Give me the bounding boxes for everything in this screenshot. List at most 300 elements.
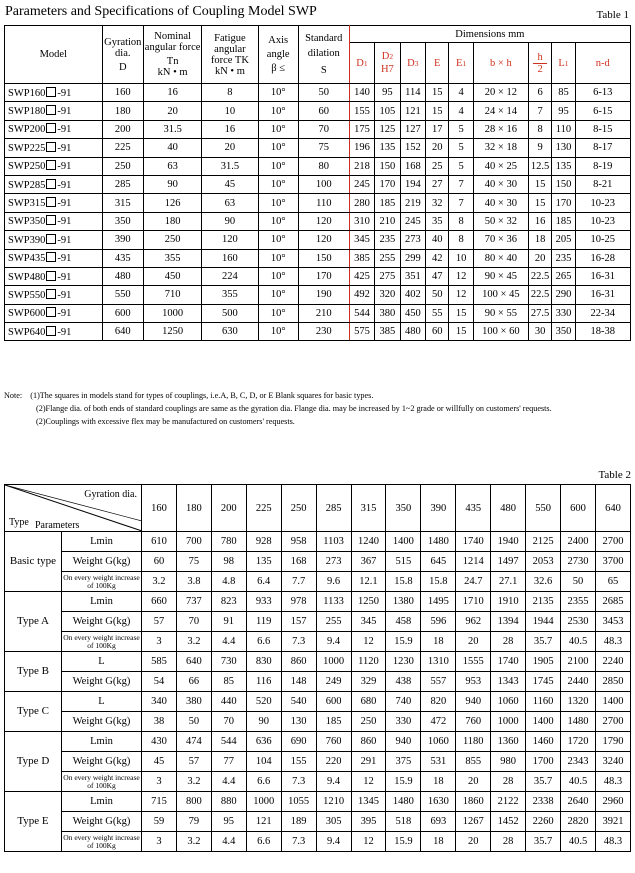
- table2-cell: 59: [142, 812, 177, 832]
- table1-cell: 60: [426, 323, 449, 341]
- table2-cell: 340: [142, 692, 177, 712]
- parameter-cell: Weight G(kg): [62, 812, 142, 832]
- table2-cell: 1740: [491, 652, 526, 672]
- table1-cell: 150: [552, 175, 575, 193]
- table2-cell: 2122: [491, 792, 526, 812]
- table2-cell: 18: [421, 632, 456, 652]
- table2-cell: 85: [211, 672, 246, 692]
- table1-cell: 390: [102, 231, 143, 249]
- notes: [4, 389, 632, 428]
- table1-cell: 640: [102, 323, 143, 341]
- table2-cell: 70: [211, 712, 246, 732]
- parameter-cell: On every weight increase of 100Kg: [63, 572, 140, 590]
- blank-square-icon: [46, 307, 56, 317]
- table2-cell: 7.3: [281, 832, 316, 852]
- table1-cell: 27.5: [528, 304, 551, 322]
- header-nd: n-d: [575, 43, 630, 84]
- table1-cell: 16-31: [575, 286, 630, 304]
- parameter-cell: Lmin: [62, 732, 142, 752]
- table2-cell: 1060: [421, 732, 456, 752]
- table1-cell: 20 × 12: [473, 84, 528, 102]
- table1-cell: 345: [349, 231, 374, 249]
- table1-cell: 15: [449, 323, 473, 341]
- table2-cell: 9.6: [316, 572, 351, 592]
- table1-cell: 175: [349, 120, 374, 138]
- table1-cell: 30: [528, 323, 551, 341]
- table1-cell: 32: [426, 194, 449, 212]
- table2-cell: 9.4: [316, 772, 351, 792]
- gyration-dia-header: 600: [561, 485, 596, 532]
- table2-cell: 1745: [526, 672, 561, 692]
- table1-cell: 10°: [258, 286, 298, 304]
- table1-cell: 47: [426, 267, 449, 285]
- table2-row: [5, 692, 631, 712]
- table1-cell: 18-38: [575, 323, 630, 341]
- table2-cell: 800: [176, 792, 211, 812]
- table1-cell: 575: [349, 323, 374, 341]
- table1-row: [5, 120, 631, 138]
- table2-cell: 48.3: [595, 832, 630, 852]
- table2-cell: 157: [281, 612, 316, 632]
- gyration-dia-header: 550: [526, 485, 561, 532]
- table1-cell: 125: [375, 120, 400, 138]
- table1-cell: 170: [375, 175, 400, 193]
- table1-cell: 210: [298, 304, 349, 322]
- table2-cell: 1630: [421, 792, 456, 812]
- table2-cell: 1452: [491, 812, 526, 832]
- table1-cell: 12: [449, 267, 473, 285]
- model-cell: SWP225 -91: [5, 139, 103, 157]
- table2-cell: 2530: [561, 612, 596, 632]
- table2-cell: 2730: [561, 552, 596, 572]
- table2-cell: 978: [281, 592, 316, 612]
- table2-cell: 57: [176, 752, 211, 772]
- table2-cell: 440: [211, 692, 246, 712]
- table2-row: [5, 592, 631, 612]
- table2-cell: 1910: [491, 592, 526, 612]
- parameter-cell: Weight G(kg): [62, 612, 142, 632]
- table2-cell: 2240: [595, 652, 630, 672]
- table1-cell: 235: [375, 231, 400, 249]
- table2-cell: 953: [456, 672, 491, 692]
- table1-cell: 385: [349, 249, 374, 267]
- table2-cell: 54: [142, 672, 177, 692]
- table1-row: [5, 157, 631, 175]
- table2-cell: 430: [142, 732, 177, 752]
- table2-cell: 3: [142, 772, 177, 792]
- table1-cell: 8-19: [575, 157, 630, 175]
- table1-cell: 450: [143, 267, 201, 285]
- table2-cell: 1480: [561, 712, 596, 732]
- table2-cell: 2053: [526, 552, 561, 572]
- table2-cell: 962: [456, 612, 491, 632]
- table1-cell: 8: [449, 212, 473, 230]
- table2-row: [5, 792, 631, 812]
- table1-cell: 710: [143, 286, 201, 304]
- table2-cell: 28: [491, 832, 526, 852]
- table2-row: [5, 732, 631, 752]
- model-cell: SWP640 -91: [5, 323, 103, 341]
- table2-cell: 6.4: [246, 572, 281, 592]
- table1-cell: 320: [375, 286, 400, 304]
- table2-cell: 690: [281, 732, 316, 752]
- table2-cell: 2125: [526, 532, 561, 552]
- header-d3: D3: [400, 43, 425, 84]
- table2-cell: 20: [456, 832, 491, 852]
- table1-cell: 425: [349, 267, 374, 285]
- model-cell: SWP160 -91: [5, 84, 103, 102]
- table1-cell: 10°: [258, 212, 298, 230]
- table2-cell: 50: [176, 712, 211, 732]
- table2: [4, 484, 631, 852]
- table1-row: [5, 267, 631, 285]
- header-bh: b × h: [473, 43, 528, 84]
- table1-cell: 95: [552, 102, 575, 120]
- gyration-dia-header: 480: [491, 485, 526, 532]
- table2-cell: 6.6: [246, 772, 281, 792]
- table1-cell: 600: [102, 304, 143, 322]
- corner-type: Type: [9, 517, 29, 528]
- table2-cell: 438: [386, 672, 421, 692]
- table1-cell: 8-15: [575, 120, 630, 138]
- table1-cell: 80 × 40: [473, 249, 528, 267]
- gyration-dia-header: 285: [316, 485, 351, 532]
- table1-cell: 190: [298, 286, 349, 304]
- table1-row: [5, 323, 631, 341]
- table1-cell: 355: [202, 286, 258, 304]
- table2-cell: 70: [176, 612, 211, 632]
- table2-cell: 185: [316, 712, 351, 732]
- table2-cell: 928: [246, 532, 281, 552]
- table1-cell: 5: [449, 139, 473, 157]
- table1-cell: 230: [298, 323, 349, 341]
- table2-cell: 557: [421, 672, 456, 692]
- notes-label: Note:: [4, 391, 23, 400]
- model-cell: SWP180 -91: [5, 102, 103, 120]
- table1-cell: 6: [528, 84, 551, 102]
- model-cell: SWP600 -91: [5, 304, 103, 322]
- type-cell: Basic type: [5, 532, 62, 592]
- table1-cell: 16: [143, 84, 201, 102]
- table1-cell: 152: [400, 139, 425, 157]
- table1-cell: 27: [426, 175, 449, 193]
- table2-cell: 20: [456, 772, 491, 792]
- table1-label: Table 1: [596, 9, 629, 21]
- gyration-dia-header: 315: [351, 485, 386, 532]
- table1-cell: 6-15: [575, 102, 630, 120]
- table1-cell: 55: [426, 304, 449, 322]
- table1-cell: 126: [143, 194, 201, 212]
- table1-cell: 120: [298, 212, 349, 230]
- table1-cell: 10°: [258, 120, 298, 138]
- blank-square-icon: [46, 215, 56, 225]
- table2-cell: 4.4: [211, 632, 246, 652]
- gyration-dia-header: 350: [386, 485, 421, 532]
- table1-row: [5, 102, 631, 120]
- table2-cell: 28: [491, 772, 526, 792]
- table1-cell: 330: [552, 304, 575, 322]
- table2-cell: 28: [491, 632, 526, 652]
- blank-square-icon: [46, 289, 56, 299]
- table1-cell: 480: [400, 323, 425, 341]
- table2-cell: 860: [351, 732, 386, 752]
- table1-cell: 110: [298, 194, 349, 212]
- table2-cell: 1497: [491, 552, 526, 572]
- table1-row: [5, 175, 631, 193]
- type-cell: Type D: [5, 732, 62, 792]
- corner-gyration: Gyration dia.: [84, 489, 137, 500]
- table2-cell: 2343: [561, 752, 596, 772]
- table2-cell: 1180: [456, 732, 491, 752]
- table2-cell: 1160: [526, 692, 561, 712]
- table1-cell: 12.5: [528, 157, 551, 175]
- table1-cell: 196: [349, 139, 374, 157]
- table2-cell: 2338: [526, 792, 561, 812]
- table1-cell: 10°: [258, 84, 298, 102]
- table1-cell: 8: [528, 120, 551, 138]
- table2-cell: 6.6: [246, 832, 281, 852]
- table2-cell: 273: [316, 552, 351, 572]
- table2-label: Table 2: [598, 469, 631, 481]
- table1-cell: 100 × 60: [473, 323, 528, 341]
- table2-cell: 3700: [595, 552, 630, 572]
- table2-cell: 515: [386, 552, 421, 572]
- table1-cell: 20: [426, 139, 449, 157]
- blank-square-icon: [46, 105, 56, 115]
- table2-cell: 1480: [421, 532, 456, 552]
- table1-cell: 135: [552, 157, 575, 175]
- table1-cell: 1000: [143, 304, 201, 322]
- table2-cell: 458: [386, 612, 421, 632]
- table2-cell: 12: [351, 632, 386, 652]
- table2-cell: 855: [456, 752, 491, 772]
- blank-square-icon: [46, 271, 56, 281]
- table2-cell: 104: [246, 752, 281, 772]
- table2-cell: 40.5: [561, 632, 596, 652]
- table1-cell: 31.5: [202, 157, 258, 175]
- model-cell: SWP285 -91: [5, 175, 103, 193]
- table1-cell: 160: [102, 84, 143, 102]
- table2-cell: 7.3: [281, 632, 316, 652]
- table1-cell: 168: [400, 157, 425, 175]
- table1-cell: 155: [349, 102, 374, 120]
- table2-cell: 119: [246, 612, 281, 632]
- table1-cell: 275: [375, 267, 400, 285]
- table2-cell: 2355: [561, 592, 596, 612]
- table2-cell: 715: [142, 792, 177, 812]
- table2-cell: 38: [142, 712, 177, 732]
- table2-cell: 57: [142, 612, 177, 632]
- table2-cell: 737: [176, 592, 211, 612]
- table1-cell: 70: [298, 120, 349, 138]
- table1-cell: 20: [143, 102, 201, 120]
- blank-square-icon: [46, 87, 56, 97]
- table1-cell: 20: [202, 139, 258, 157]
- table2-cell: 9.4: [316, 632, 351, 652]
- table1-cell: 15: [528, 194, 551, 212]
- table2-cell: 116: [246, 672, 281, 692]
- table1-cell: 185: [375, 194, 400, 212]
- table2-cell: 380: [176, 692, 211, 712]
- table2-cell: 2685: [595, 592, 630, 612]
- table2-cell: 1460: [526, 732, 561, 752]
- table1-cell: 299: [400, 249, 425, 267]
- table2-cell: 91: [211, 612, 246, 632]
- table2-cell: 760: [456, 712, 491, 732]
- table1-cell: 17: [426, 120, 449, 138]
- table1-cell: 385: [375, 323, 400, 341]
- table1-cell: 315: [102, 194, 143, 212]
- table1-cell: 63: [143, 157, 201, 175]
- table1-cell: 8: [449, 231, 473, 249]
- note-3: (2)Couplings with excessive flex may be manufactured on customers' requests.: [36, 417, 295, 426]
- blank-square-icon: [46, 142, 56, 152]
- table2-cell: 9.4: [316, 832, 351, 852]
- table1-row: [5, 304, 631, 322]
- table1-cell: 75: [298, 139, 349, 157]
- table2-cell: 135: [246, 552, 281, 572]
- table1-cell: 200: [102, 120, 143, 138]
- table2-cell: 610: [142, 532, 177, 552]
- model-cell: SWP390 -91: [5, 231, 103, 249]
- table2-cell: 3: [142, 832, 177, 852]
- table1-cell: 544: [349, 304, 374, 322]
- table2-cell: 1060: [491, 692, 526, 712]
- table2-row: [5, 712, 631, 732]
- table1-cell: 10°: [258, 304, 298, 322]
- table2-cell: 4.4: [211, 832, 246, 852]
- table1-cell: 5: [449, 157, 473, 175]
- table1-cell: 6-13: [575, 84, 630, 102]
- table1-cell: 402: [400, 286, 425, 304]
- table2-cell: 940: [456, 692, 491, 712]
- table2-cell: 4.8: [211, 572, 246, 592]
- header-d1: D1: [349, 43, 374, 84]
- table1-cell: 22-34: [575, 304, 630, 322]
- model-cell: SWP200 -91: [5, 120, 103, 138]
- table2-cell: 40.5: [561, 832, 596, 852]
- table1-cell: 40: [426, 231, 449, 249]
- table1-cell: 10°: [258, 323, 298, 341]
- table2-cell: 860: [281, 652, 316, 672]
- table2-cell: 7.3: [281, 772, 316, 792]
- table1-cell: 8: [202, 84, 258, 102]
- table2-cell: 830: [246, 652, 281, 672]
- table2-cell: 2850: [595, 672, 630, 692]
- table2-cell: 40.5: [561, 772, 596, 792]
- table2-cell: 375: [386, 752, 421, 772]
- table1-cell: 10°: [258, 175, 298, 193]
- page-title: Parameters and Specifications of Coupling Model SWP: [5, 4, 317, 19]
- table1-cell: 110: [552, 120, 575, 138]
- table1-cell: 255: [375, 249, 400, 267]
- gyration-dia-header: 225: [246, 485, 281, 532]
- table1-cell: 16-31: [575, 267, 630, 285]
- table2-cell: 1555: [456, 652, 491, 672]
- header-axis: Axis angle β ≤: [258, 26, 298, 84]
- table2-cell: 15.9: [386, 772, 421, 792]
- table1-cell: 42: [426, 249, 449, 267]
- table2-cell: 980: [491, 752, 526, 772]
- parameter-cell: Weight G(kg): [62, 712, 142, 732]
- table1-cell: 95: [375, 84, 400, 102]
- table2-cell: 27.1: [491, 572, 526, 592]
- gyration-dia-header: 435: [456, 485, 491, 532]
- table1-cell: 28 × 16: [473, 120, 528, 138]
- model-cell: SWP435 -91: [5, 249, 103, 267]
- table2-cell: 700: [176, 532, 211, 552]
- table2-row: [5, 572, 631, 592]
- table2-cell: 60: [142, 552, 177, 572]
- table1-cell: 350: [102, 212, 143, 230]
- table2-row: [5, 672, 631, 692]
- table1-cell: 273: [400, 231, 425, 249]
- table2-cell: 3921: [595, 812, 630, 832]
- header-fatigue: Fatigue angular force TK kN • m: [202, 26, 258, 84]
- table2-cell: 1905: [526, 652, 561, 672]
- header-dimensions: Dimensions mm: [349, 26, 630, 43]
- table2-cell: 1940: [491, 532, 526, 552]
- table2-cell: 3.2: [142, 572, 177, 592]
- table2-cell: 130: [281, 712, 316, 732]
- table1-cell: 90 × 55: [473, 304, 528, 322]
- table2-cell: 2260: [526, 812, 561, 832]
- table2-cell: 3.2: [176, 772, 211, 792]
- table2-cell: 15.8: [421, 572, 456, 592]
- table2-cell: 585: [142, 652, 177, 672]
- table1-cell: 210: [375, 212, 400, 230]
- type-cell: Type A: [5, 592, 62, 652]
- table1-row: [5, 231, 631, 249]
- table1-cell: 40: [143, 139, 201, 157]
- table2-cell: 3240: [595, 752, 630, 772]
- table2-cell: 12: [351, 772, 386, 792]
- table1-cell: 22.5: [528, 267, 551, 285]
- table1-cell: 350: [552, 323, 575, 341]
- table1-cell: 194: [400, 175, 425, 193]
- table1-cell: 135: [375, 139, 400, 157]
- table2-cell: 148: [281, 672, 316, 692]
- table2-row: [5, 552, 631, 572]
- gyration-dia-header: 200: [211, 485, 246, 532]
- model-cell: SWP550 -91: [5, 286, 103, 304]
- table2-cell: 1400: [595, 692, 630, 712]
- table2-cell: 155: [281, 752, 316, 772]
- gyration-dia-header: 640: [595, 485, 630, 532]
- table1-cell: 10-23: [575, 212, 630, 230]
- table2-cell: 1480: [386, 792, 421, 812]
- table1-cell: 114: [400, 84, 425, 102]
- blank-square-icon: [46, 252, 56, 262]
- table2-cell: 1310: [421, 652, 456, 672]
- table1-cell: 219: [400, 194, 425, 212]
- table1-cell: 16: [528, 212, 551, 230]
- note-1: (1)The squares in models stand for types of couplings, i.e.A, B, C, D, or E Blank squares for basic types.: [30, 391, 374, 400]
- table1-cell: 10-23: [575, 194, 630, 212]
- table2-cell: 3.2: [176, 632, 211, 652]
- table1-cell: 150: [298, 249, 349, 267]
- header-e1: E1: [449, 43, 473, 84]
- table2-cell: 1860: [456, 792, 491, 812]
- table2-cell: 518: [386, 812, 421, 832]
- header-l1: L1: [552, 43, 575, 84]
- table2-cell: 90: [246, 712, 281, 732]
- table1-cell: 10°: [258, 157, 298, 175]
- model-cell: SWP480 -91: [5, 267, 103, 285]
- table2-cell: 2400: [561, 532, 596, 552]
- table1-cell: 250: [102, 157, 143, 175]
- table2-cell: 3.2: [176, 832, 211, 852]
